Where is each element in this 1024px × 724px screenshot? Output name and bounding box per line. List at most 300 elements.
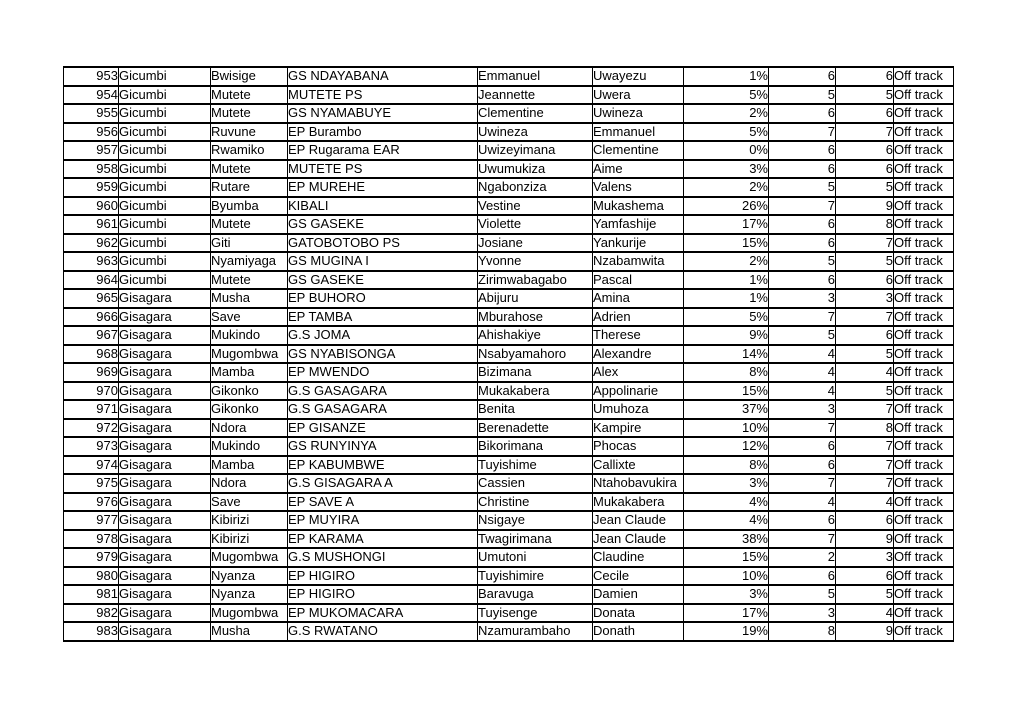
cell-sector: Nyanza [211,585,288,604]
cell-school: G.S RWATANO [288,622,478,641]
cell-value-2: 8 [836,215,894,234]
cell-status: Off track [894,160,954,179]
table-row [64,86,954,105]
cell-district: Gicumbi [119,67,211,86]
cell-sector: Musha [211,289,288,308]
cell-percent: 14% [684,345,769,364]
cell-row-number: 980 [64,567,119,586]
table-row [64,456,954,475]
cell-status: Off track [894,548,954,567]
cell-sector: Mamba [211,363,288,382]
table-row [64,437,954,456]
cell-last-name: Donath [593,622,684,641]
cell-percent: 26% [684,197,769,216]
cell-status: Off track [894,604,954,623]
cell-status: Off track [894,197,954,216]
cell-district: Gisagara [119,308,211,327]
cell-status: Off track [894,345,954,364]
cell-last-name: Uwineza [593,104,684,123]
cell-first-name: Mburahose [478,308,593,327]
cell-last-name: Damien [593,585,684,604]
table-row [64,622,954,641]
cell-school: EP MUKOMACARA [288,604,478,623]
school-performance-table [63,66,954,642]
cell-district: Gicumbi [119,141,211,160]
cell-first-name: Twagirimana [478,530,593,549]
cell-value-1: 7 [769,530,836,549]
cell-percent: 17% [684,604,769,623]
cell-percent: 15% [684,548,769,567]
cell-value-2: 9 [836,622,894,641]
cell-percent: 1% [684,289,769,308]
table-row [64,548,954,567]
cell-status: Off track [894,622,954,641]
cell-district: Gicumbi [119,215,211,234]
cell-value-1: 7 [769,308,836,327]
cell-status: Off track [894,215,954,234]
cell-last-name: Uwera [593,86,684,105]
cell-value-2: 5 [836,178,894,197]
table-row [64,493,954,512]
cell-sector: Ruvune [211,123,288,142]
cell-row-number: 983 [64,622,119,641]
cell-value-1: 7 [769,474,836,493]
cell-percent: 0% [684,141,769,160]
cell-school: EP Rugarama EAR [288,141,478,160]
table-row [64,289,954,308]
cell-school: EP Burambo [288,123,478,142]
cell-value-1: 6 [769,104,836,123]
cell-percent: 37% [684,400,769,419]
cell-percent: 15% [684,234,769,253]
cell-sector: Mugombwa [211,345,288,364]
cell-sector: Musha [211,622,288,641]
cell-first-name: Vestine [478,197,593,216]
cell-value-2: 7 [836,308,894,327]
cell-school: GS NYABISONGA [288,345,478,364]
cell-percent: 5% [684,308,769,327]
cell-school: G.S JOMA [288,326,478,345]
cell-status: Off track [894,289,954,308]
cell-district: Gisagara [119,530,211,549]
cell-last-name: Aime [593,160,684,179]
table-body [64,67,954,641]
cell-percent: 9% [684,326,769,345]
cell-first-name: Violette [478,215,593,234]
cell-status: Off track [894,363,954,382]
cell-percent: 10% [684,419,769,438]
cell-first-name: Baravuga [478,585,593,604]
cell-sector: Mukindo [211,437,288,456]
cell-last-name: Jean Claude [593,530,684,549]
cell-district: Gicumbi [119,123,211,142]
cell-status: Off track [894,419,954,438]
cell-school: G.S MUSHONGI [288,548,478,567]
cell-school: EP KABUMBWE [288,456,478,475]
cell-percent: 2% [684,178,769,197]
cell-school: EP HIGIRO [288,585,478,604]
cell-value-1: 5 [769,326,836,345]
cell-first-name: Tuyishime [478,456,593,475]
cell-sector: Nyanza [211,567,288,586]
cell-school: GS GASEKE [288,215,478,234]
cell-row-number: 977 [64,511,119,530]
table-row [64,363,954,382]
cell-value-1: 6 [769,271,836,290]
table-row [64,604,954,623]
cell-sector: Gikonko [211,382,288,401]
cell-district: Gisagara [119,604,211,623]
cell-school: EP SAVE A [288,493,478,512]
table-row [64,104,954,123]
table-row [64,123,954,142]
cell-school: G.S GISAGARA A [288,474,478,493]
cell-row-number: 966 [64,308,119,327]
cell-row-number: 967 [64,326,119,345]
cell-first-name: Emmanuel [478,67,593,86]
cell-row-number: 974 [64,456,119,475]
cell-school: GS NDAYABANA [288,67,478,86]
table-row [64,67,954,86]
cell-row-number: 965 [64,289,119,308]
cell-value-1: 6 [769,160,836,179]
cell-sector: Mugombwa [211,604,288,623]
cell-percent: 2% [684,104,769,123]
cell-district: Gicumbi [119,160,211,179]
cell-last-name: Appolinarie [593,382,684,401]
cell-sector: Mutete [211,215,288,234]
cell-row-number: 954 [64,86,119,105]
cell-value-1: 7 [769,123,836,142]
cell-value-1: 6 [769,215,836,234]
cell-percent: 38% [684,530,769,549]
cell-district: Gicumbi [119,178,211,197]
cell-value-2: 5 [836,252,894,271]
cell-district: Gisagara [119,326,211,345]
cell-sector: Save [211,308,288,327]
cell-last-name: Nzabamwita [593,252,684,271]
cell-value-2: 6 [836,511,894,530]
cell-school: KIBALI [288,197,478,216]
cell-district: Gicumbi [119,234,211,253]
cell-sector: Ndora [211,474,288,493]
cell-sector: Bwisige [211,67,288,86]
cell-school: EP BUHORO [288,289,478,308]
cell-status: Off track [894,178,954,197]
cell-status: Off track [894,86,954,105]
cell-district: Gisagara [119,493,211,512]
cell-first-name: Abijuru [478,289,593,308]
cell-sector: Save [211,493,288,512]
cell-value-2: 6 [836,160,894,179]
cell-last-name: Pascal [593,271,684,290]
cell-status: Off track [894,456,954,475]
cell-percent: 10% [684,567,769,586]
cell-sector: Rutare [211,178,288,197]
cell-status: Off track [894,585,954,604]
cell-last-name: Valens [593,178,684,197]
cell-district: Gicumbi [119,86,211,105]
cell-district: Gisagara [119,585,211,604]
cell-percent: 5% [684,86,769,105]
cell-district: Gisagara [119,345,211,364]
cell-district: Gicumbi [119,271,211,290]
cell-school: GATOBOTOBO PS [288,234,478,253]
cell-row-number: 981 [64,585,119,604]
cell-value-1: 6 [769,437,836,456]
cell-last-name: Claudine [593,548,684,567]
table-row [64,178,954,197]
cell-value-2: 9 [836,530,894,549]
cell-school: GS NYAMABUYE [288,104,478,123]
table-row [64,530,954,549]
cell-first-name: Yvonne [478,252,593,271]
cell-last-name: Emmanuel [593,123,684,142]
cell-value-1: 2 [769,548,836,567]
cell-status: Off track [894,141,954,160]
cell-row-number: 973 [64,437,119,456]
cell-sector: Nyamiyaga [211,252,288,271]
cell-school: GS MUGINA I [288,252,478,271]
cell-district: Gicumbi [119,252,211,271]
cell-status: Off track [894,234,954,253]
cell-school: GS GASEKE [288,271,478,290]
cell-sector: Mutete [211,160,288,179]
table-row [64,511,954,530]
cell-value-1: 5 [769,252,836,271]
cell-status: Off track [894,493,954,512]
cell-value-1: 5 [769,585,836,604]
cell-value-2: 7 [836,234,894,253]
cell-district: Gisagara [119,456,211,475]
cell-row-number: 960 [64,197,119,216]
cell-row-number: 956 [64,123,119,142]
cell-first-name: Mukakabera [478,382,593,401]
cell-row-number: 972 [64,419,119,438]
cell-school: EP MWENDO [288,363,478,382]
cell-row-number: 962 [64,234,119,253]
cell-status: Off track [894,326,954,345]
cell-last-name: Umuhoza [593,400,684,419]
table-row [64,474,954,493]
cell-last-name: Yamfashije [593,215,684,234]
cell-status: Off track [894,271,954,290]
table-row [64,419,954,438]
cell-last-name: Phocas [593,437,684,456]
cell-district: Gisagara [119,548,211,567]
cell-value-1: 6 [769,567,836,586]
cell-percent: 5% [684,123,769,142]
cell-value-2: 4 [836,604,894,623]
cell-school: EP GISANZE [288,419,478,438]
cell-sector: Mutete [211,271,288,290]
cell-value-2: 7 [836,400,894,419]
cell-sector: Mamba [211,456,288,475]
cell-status: Off track [894,567,954,586]
cell-status: Off track [894,104,954,123]
table-row [64,271,954,290]
cell-value-2: 3 [836,289,894,308]
cell-status: Off track [894,382,954,401]
cell-status: Off track [894,530,954,549]
cell-percent: 12% [684,437,769,456]
cell-row-number: 961 [64,215,119,234]
cell-value-1: 6 [769,234,836,253]
cell-school: MUTETE PS [288,86,478,105]
table-row [64,234,954,253]
cell-value-1: 7 [769,197,836,216]
cell-last-name: Clementine [593,141,684,160]
table-row [64,567,954,586]
cell-value-1: 3 [769,289,836,308]
cell-first-name: Nzamurambaho [478,622,593,641]
cell-first-name: Christine [478,493,593,512]
cell-district: Gisagara [119,419,211,438]
cell-sector: Byumba [211,197,288,216]
cell-value-1: 4 [769,493,836,512]
cell-district: Gicumbi [119,197,211,216]
table-row [64,252,954,271]
cell-value-2: 6 [836,567,894,586]
cell-value-2: 5 [836,86,894,105]
cell-district: Gisagara [119,363,211,382]
cell-last-name: Alex [593,363,684,382]
cell-row-number: 975 [64,474,119,493]
cell-sector: Ndora [211,419,288,438]
cell-row-number: 963 [64,252,119,271]
cell-status: Off track [894,67,954,86]
cell-row-number: 971 [64,400,119,419]
cell-value-1: 5 [769,178,836,197]
cell-value-2: 5 [836,345,894,364]
cell-status: Off track [894,400,954,419]
cell-district: Gisagara [119,382,211,401]
cell-district: Gicumbi [119,104,211,123]
table-row [64,382,954,401]
cell-value-2: 9 [836,197,894,216]
cell-last-name: Cecile [593,567,684,586]
cell-last-name: Kampire [593,419,684,438]
cell-value-2: 7 [836,123,894,142]
cell-status: Off track [894,308,954,327]
cell-row-number: 969 [64,363,119,382]
cell-value-2: 6 [836,67,894,86]
cell-sector: Giti [211,234,288,253]
table-row [64,585,954,604]
cell-last-name: Alexandre [593,345,684,364]
cell-sector: Mutete [211,86,288,105]
cell-percent: 4% [684,493,769,512]
cell-percent: 19% [684,622,769,641]
cell-last-name: Ntahobavukira [593,474,684,493]
cell-last-name: Adrien [593,308,684,327]
cell-district: Gisagara [119,622,211,641]
cell-value-2: 5 [836,382,894,401]
cell-percent: 1% [684,67,769,86]
table-row [64,326,954,345]
cell-first-name: Tuyishimire [478,567,593,586]
cell-row-number: 964 [64,271,119,290]
cell-percent: 17% [684,215,769,234]
cell-district: Gisagara [119,289,211,308]
cell-value-2: 7 [836,474,894,493]
cell-first-name: Uwineza [478,123,593,142]
cell-percent: 8% [684,456,769,475]
cell-row-number: 959 [64,178,119,197]
cell-row-number: 978 [64,530,119,549]
cell-percent: 4% [684,511,769,530]
cell-district: Gisagara [119,474,211,493]
cell-row-number: 968 [64,345,119,364]
cell-sector: Gikonko [211,400,288,419]
cell-value-2: 6 [836,271,894,290]
cell-row-number: 982 [64,604,119,623]
table-row [64,197,954,216]
cell-row-number: 953 [64,67,119,86]
cell-value-1: 6 [769,141,836,160]
cell-first-name: Uwizeyimana [478,141,593,160]
cell-first-name: Bikorimana [478,437,593,456]
cell-value-1: 4 [769,382,836,401]
cell-first-name: Zirimwabagabo [478,271,593,290]
table-row [64,141,954,160]
cell-value-1: 6 [769,67,836,86]
cell-first-name: Nsigaye [478,511,593,530]
cell-last-name: Uwayezu [593,67,684,86]
cell-school: EP KARAMA [288,530,478,549]
cell-district: Gisagara [119,437,211,456]
cell-sector: Mutete [211,104,288,123]
cell-first-name: Benita [478,400,593,419]
cell-first-name: Bizimana [478,363,593,382]
cell-value-2: 5 [836,585,894,604]
cell-last-name: Yankurije [593,234,684,253]
cell-value-1: 3 [769,400,836,419]
cell-first-name: Cassien [478,474,593,493]
cell-value-1: 4 [769,363,836,382]
cell-row-number: 970 [64,382,119,401]
cell-school: GS RUNYINYA [288,437,478,456]
cell-value-2: 4 [836,363,894,382]
cell-school: MUTETE PS [288,160,478,179]
cell-district: Gisagara [119,511,211,530]
cell-value-2: 6 [836,326,894,345]
cell-sector: Kibirizi [211,530,288,549]
cell-value-1: 8 [769,622,836,641]
cell-row-number: 957 [64,141,119,160]
cell-row-number: 976 [64,493,119,512]
cell-last-name: Donata [593,604,684,623]
cell-value-1: 6 [769,456,836,475]
cell-school: EP HIGIRO [288,567,478,586]
cell-last-name: Mukakabera [593,493,684,512]
cell-first-name: Clementine [478,104,593,123]
cell-first-name: Uwumukiza [478,160,593,179]
cell-first-name: Berenadette [478,419,593,438]
cell-last-name: Jean Claude [593,511,684,530]
cell-value-2: 7 [836,437,894,456]
cell-value-1: 6 [769,511,836,530]
cell-value-1: 4 [769,345,836,364]
cell-value-2: 8 [836,419,894,438]
cell-value-2: 4 [836,493,894,512]
cell-school: EP TAMBA [288,308,478,327]
cell-first-name: Josiane [478,234,593,253]
cell-value-2: 6 [836,141,894,160]
table-row [64,345,954,364]
cell-sector: Mugombwa [211,548,288,567]
cell-percent: 3% [684,474,769,493]
